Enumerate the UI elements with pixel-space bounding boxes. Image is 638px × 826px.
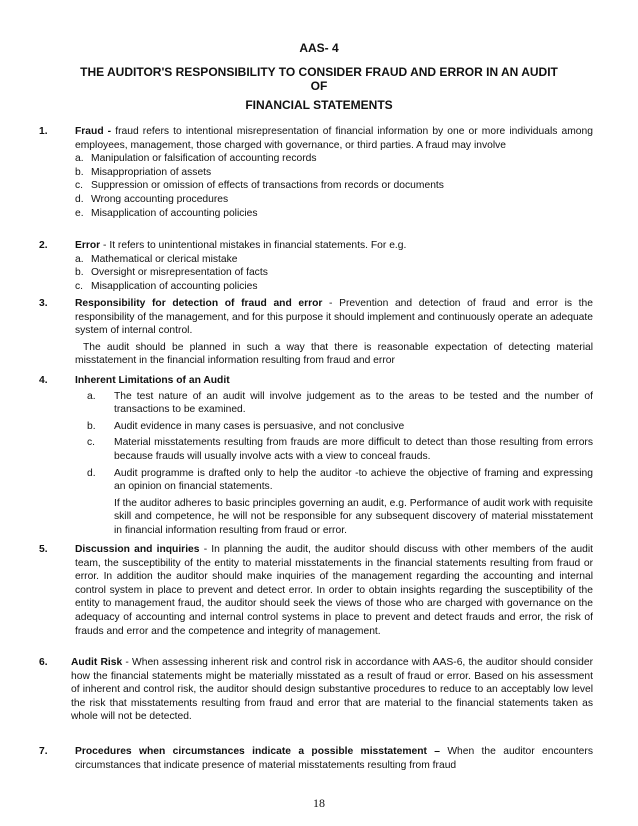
section-inherent-limitations — [39, 374, 593, 538]
section-text: - When assessing inherent risk and control risk in accordance with AAS-6, the auditor should consider how the financial statements might be materially misstated as a result of fraud or error. Based on his assessment of inherent and control risk, the auditor should design substantive procedures to reduce to an acceptably low level the risk that misstatements resulting from fraud and error that are material to the financial statements taken as whole will not be detected. — [71, 657, 594, 723]
section-number: 6. — [39, 657, 48, 668]
list-text: Misappropriation of assets — [91, 166, 212, 178]
list-text: Manipulation or falsification of accounting records — [91, 153, 317, 165]
fraud-list — [75, 152, 593, 220]
page-number: 18 — [313, 796, 325, 810]
list-text: Misapplication of accounting policies — [91, 280, 258, 292]
section-note: If the auditor adheres to basic principles governing an audit, e.g. Performance of audit work with requisite skill and competence, he will not be responsible for any subsequent discovery of material misstatement in financial information resulting from fraud or error. — [114, 497, 593, 536]
list-item — [75, 152, 593, 166]
section-text: When the auditor encounters circumstances that indicate presence of material misstatements resulting from fraud — [75, 746, 593, 771]
list-item — [75, 193, 593, 207]
section-number: 4. — [39, 375, 48, 386]
list-letter: d. — [87, 467, 96, 479]
section-number: 3. — [39, 298, 48, 309]
list-text: Oversight or misrepresentation of facts — [91, 267, 268, 279]
section-number: 1. — [39, 126, 48, 137]
section-heading: Fraud - — [75, 126, 112, 137]
title-line-3: FINANCIAL STATEMENTS — [245, 98, 393, 112]
list-letter: b. — [75, 267, 84, 279]
list-item — [75, 280, 593, 294]
section-text: - In planning the audit, the auditor should discuss with other members of the audit team, the susceptibility of the entity to material misstatements in the financial statements resulting from fraud or error. In addition the auditor should make inquiries of the management regarding the accounting and internal control system in place to prevent and detect error. In order to obtain insights regarding the susceptibility of the entity to management fraud, the auditor should seek the views of those who are charged with governance on the adequacy of accounting and internal control systems in place to prevent and detect frauds and error, the risk of frauds and error and the competence and integrity of management. — [75, 544, 594, 637]
section-responsibility — [39, 297, 593, 368]
section-number: 5. — [39, 544, 48, 555]
list-letter: a. — [75, 253, 84, 265]
section-text: - Prevention and detection of fraud and error is the responsibility of the management, and for this purpose it should implement and continuously operate an adequate system of internal control. — [75, 298, 594, 337]
list-text: Wrong accounting procedures — [91, 193, 229, 205]
list-item — [87, 420, 593, 434]
list-item — [75, 179, 593, 193]
section-number: 7. — [39, 746, 48, 757]
section-discussion — [39, 543, 593, 638]
section-heading: Responsibility for detection of fraud and error — [75, 298, 323, 309]
list-item — [75, 207, 593, 221]
list-text: The test nature of an audit will involve judgement as to the areas to be tested and the number of transactions to be examined. — [114, 390, 593, 416]
section-procedures — [39, 745, 593, 772]
section-error — [39, 239, 593, 293]
list-item — [87, 436, 593, 463]
list-letter: b. — [87, 420, 96, 432]
list-text: Material misstatements resulting from frauds are more difficult to detect than those resulting from errors because frauds will usually involve acts with a view to conceal frauds. — [114, 437, 593, 462]
list-item — [75, 253, 593, 267]
section-paragraph: The audit should be planned in such a way that there is reasonable expectation of detecting material misstatement in the financial information resulting from fraud and error — [75, 341, 593, 367]
list-item — [87, 390, 593, 417]
list-letter: a. — [75, 153, 84, 165]
title-line-1: THE AUDITOR'S RESPONSIBILITY TO CONSIDER FRAUD AND ERROR IN AN AUDIT — [80, 65, 558, 79]
section-heading: Error — [75, 240, 101, 251]
standard-code: AAS- 4 — [299, 41, 339, 55]
list-text: Audit programme is drafted only to help the auditor -to achieve the objective of framing and expressing an opinion on financial statements. — [114, 467, 593, 493]
list-letter: e. — [75, 207, 84, 219]
list-text: Mathematical or clerical mistake — [91, 253, 238, 265]
list-text: Misapplication of accounting policies — [91, 207, 258, 219]
error-list — [75, 253, 593, 294]
list-letter: c. — [75, 280, 84, 292]
section-heading: Inherent Limitations of an Audit — [75, 375, 230, 386]
list-letter: b. — [75, 166, 84, 178]
section-heading: Discussion and inquiries — [75, 544, 200, 555]
section-text: - It refers to unintentional mistakes in financial statements. For e.g. — [100, 240, 407, 251]
section-number: 2. — [39, 240, 48, 251]
list-text: Audit evidence in many cases is persuasive, and not conclusive — [114, 420, 405, 432]
list-letter: c. — [87, 437, 96, 449]
list-letter: d. — [75, 193, 84, 205]
section-heading: Audit Risk — [71, 657, 123, 668]
list-letter: c. — [75, 180, 84, 192]
list-item — [75, 266, 593, 280]
list-item — [75, 166, 593, 180]
title-line-2: OF — [310, 79, 328, 93]
section-heading: Procedures when circumstances indicate a possible misstatement – — [75, 746, 440, 757]
list-text: Suppression or omission of effects of transactions from records or documents — [91, 180, 444, 192]
section-text: fraud refers to intentional misrepresentation of financial information by one or more individuals among employees, management, those charged with governance, or third parties. A fraud may involve — [75, 126, 593, 151]
limitations-list — [87, 390, 593, 494]
list-letter: a. — [87, 390, 96, 402]
list-item — [87, 467, 593, 494]
section-fraud — [39, 125, 593, 220]
section-audit-risk — [39, 656, 593, 724]
